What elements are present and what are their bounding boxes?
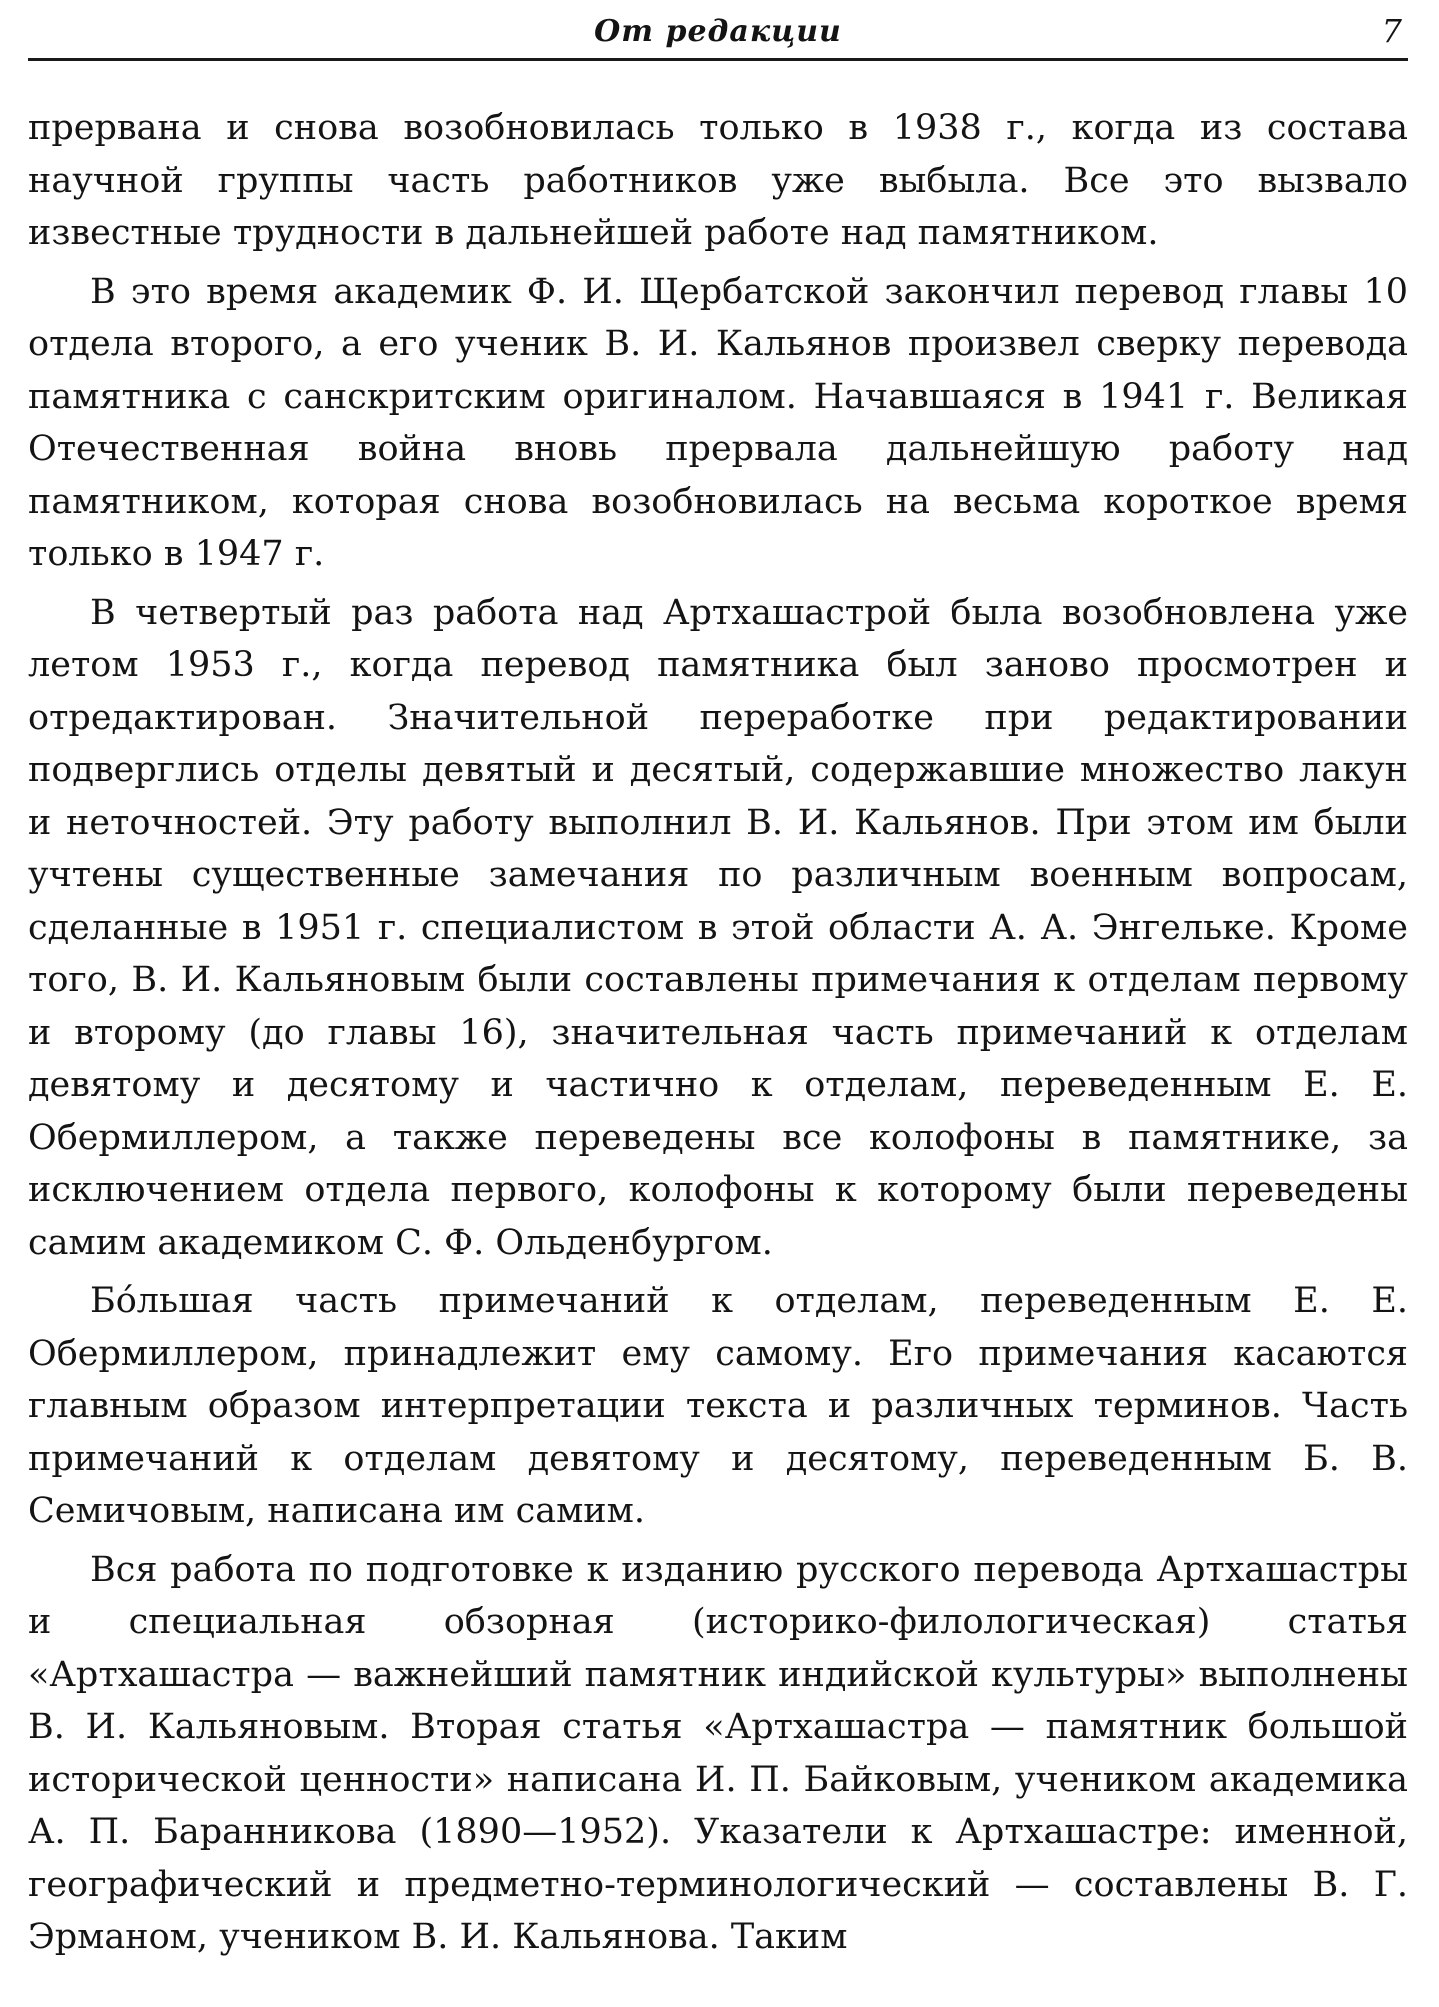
book-page: [28, 0, 1408, 2007]
running-title: От редакции: [594, 14, 842, 49]
paragraph-5: Вся работа по подготовке к изданию русского перевода Артхашастры и специальная обзорная (историко-филологическая) статья «Артхашастра — важнейший памятник индийской культуры» выполнены В. И. Кальяновым. Вторая статья «Артхашастра — памятник большой исторической ценности» написана И. П. Байковым, учеником академика А. П. Баранникова (1890—1952). Указатели к Артхашастре: именной, географический и предметно-терминологический — составлены В. Г. Эрманом, учеником В. И. Кальянова. Таким: [28, 1549, 1408, 1957]
running-head: [28, 6, 1408, 54]
page-number: 7: [1381, 12, 1402, 50]
paragraph-2: В это время академик Ф. И. Щербатской закончил перевод главы 10 отдела второго, а его ученик В. И. Кальянов произвел сверку перевода памятника с санскритским оригиналом. Начавшаяся в 1941 г. Великая Отечественная война вновь прервала дальнейшую работу над памятником, которая снова возобновилась на весьма короткое время только в 1947 г.: [28, 271, 1408, 574]
paragraph-4: Бóльшая часть примечаний к отделам, переведенным Е. Е. Обермиллером, принадлежит ему самому. Его примечания касаются главным образом интерпретации текста и различных терминов. Часть примечаний к отделам девятому и десятому, переведенным Б. В. Семичовым, написана им самим.: [28, 1281, 1408, 1531]
paragraph-1: прервана и снова возобновилась только в 1938 г., когда из состава научной группы часть работников уже выбыла. Все это вызвало известные трудности в дальнейшей работе над памятником.: [28, 108, 1408, 253]
header-rule: [28, 58, 1408, 61]
body-text: [28, 102, 1408, 1970]
paragraph-3: В четвертый раз работа над Артхашастрой была возобновлена уже летом 1953 г., когда перевод памятника был заново просмотрен и отредактирован. Значительной переработке при редактировании подверглись отделы девятый и десятый, содержавшие множество лакун и неточностей. Эту работу выполнил В. И. Кальянов. При этом им были учтены существенные замечания по различным военным вопросам, сделанные в 1951 г. специалистом в этой области А. А. Энгельке. Кроме того, В. И. Кальяновым были составлены примечания к отделам первому и второму (до главы 16), значительная часть примечаний к отделам девятому и десятому и частично к отделам, переведенным Е. Е. Обермиллером, а также переведены все колофоны в памятнике, за исключением отдела первого, колофоны к которому были переведены самим академиком С. Ф. Ольденбургом.: [28, 592, 1408, 1263]
